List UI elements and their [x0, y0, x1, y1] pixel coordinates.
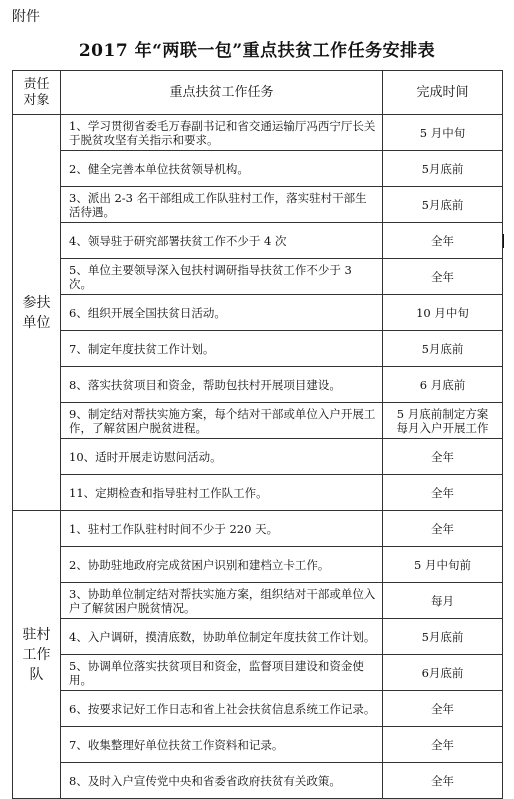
task-cell: 6、按要求记好工作日志和省上社会扶贫信息系统工作记录。 — [61, 691, 383, 727]
table-row — [13, 295, 503, 331]
task-cell: 2、健全完善本单位扶贫领导机构。 — [61, 151, 383, 187]
time-cell: 5月底前 — [383, 619, 503, 655]
task-cell: 3、派出 2-3 名干部组成工作队驻村工作，落实驻村干部生活待遇。 — [61, 187, 383, 223]
table-row — [13, 763, 503, 799]
table-body — [13, 115, 503, 799]
table-header-row — [13, 71, 503, 115]
table-row — [13, 727, 503, 763]
header-target: 责任 对象 — [13, 71, 61, 115]
time-cell: 全年 — [383, 511, 503, 547]
task-cell: 4、入户调研，摸清底数，协助单位制定年度扶贫工作计划。 — [61, 619, 383, 655]
table-row — [13, 367, 503, 403]
attachment-label: 附件 — [12, 9, 40, 25]
task-cell: 1、学习贯彻省委毛万春副书记和省交通运输厅冯西宁厅长关于脱贫攻坚有关指示和要求。 — [61, 115, 383, 151]
task-cell: 1、驻村工作队驻村时间不少于 220 天。 — [61, 511, 383, 547]
task-cell: 9、制定结对帮扶实施方案，每个结对干部或单位入户开展工作，了解贫困户脱贫进程。 — [61, 403, 383, 439]
group-name: 驻村 工作 队 — [13, 511, 61, 799]
header-time: 完成时间 — [383, 71, 503, 115]
task-table — [12, 70, 503, 799]
table-row — [13, 619, 503, 655]
time-cell: 5 月中旬 — [383, 115, 503, 151]
time-cell: 全年 — [383, 223, 503, 259]
task-cell: 7、制定年度扶贫工作计划。 — [61, 331, 383, 367]
task-cell: 10、适时开展走访慰问活动。 — [61, 439, 383, 475]
table-row — [13, 259, 503, 295]
time-cell: 全年 — [383, 691, 503, 727]
group-name: 参扶 单位 — [13, 115, 61, 511]
task-cell: 11、定期检查和指导驻村工作队工作。 — [61, 475, 383, 511]
page-title: 2017 年“两联一包”重点扶贫工作任务安排表 — [78, 41, 436, 61]
time-cell: 全年 — [383, 259, 503, 295]
time-cell: 全年 — [383, 475, 503, 511]
table-row — [13, 151, 503, 187]
task-cell: 4、领导驻于研究部署扶贫工作不少于 4 次 — [61, 223, 383, 259]
task-cell: 3、协助单位制定结对帮扶实施方案，组织结对干部或单位入户了解贫困户脱贫情况。 — [61, 583, 383, 619]
task-cell: 8、落实扶贫项目和资金，帮助包扶村开展项目建设。 — [61, 367, 383, 403]
time-cell: 6 月底前 — [383, 367, 503, 403]
time-cell: 全年 — [383, 763, 503, 799]
table-row — [13, 223, 503, 259]
table-row — [13, 187, 503, 223]
time-cell: 5月底前 — [383, 151, 503, 187]
time-cell: 10 月中旬 — [383, 295, 503, 331]
time-cell: 全年 — [383, 727, 503, 763]
header-task: 重点扶贫工作任务 — [61, 71, 383, 115]
time-cell: 每月 — [383, 583, 503, 619]
task-cell: 5、协调单位落实扶贫项目和资金，监督项目建设和资金使用。 — [61, 655, 383, 691]
task-cell: 7、收集整理好单位扶贫工作资料和记录。 — [61, 727, 383, 763]
time-cell: 全年 — [383, 439, 503, 475]
table-row — [13, 547, 503, 583]
time-cell: 5月底前 — [383, 331, 503, 367]
table-row — [13, 583, 503, 619]
time-cell: 5月底前 — [383, 187, 503, 223]
table-row — [13, 403, 503, 439]
task-cell: 2、协助驻地政府完成贫困户识别和建档立卡工作。 — [61, 547, 383, 583]
time-cell: 5 月中旬前 — [383, 547, 503, 583]
table-row — [13, 331, 503, 367]
table-row — [13, 115, 503, 151]
table-row — [13, 511, 503, 547]
task-cell: 6、组织开展全国扶贫日活动。 — [61, 295, 383, 331]
table-row — [13, 475, 503, 511]
table-row — [13, 439, 503, 475]
task-cell: 8、及时入户宣传党中央和省委省政府扶贫有关政策。 — [61, 763, 383, 799]
task-cell: 5、单位主要领导深入包扶村调研指导扶贫工作不少于 3 次。 — [61, 259, 383, 295]
time-cell: 5 月底前制定方案 每月入户开展工作 — [383, 403, 503, 439]
time-cell: 6月底前 — [383, 655, 503, 691]
table-row — [13, 655, 503, 691]
